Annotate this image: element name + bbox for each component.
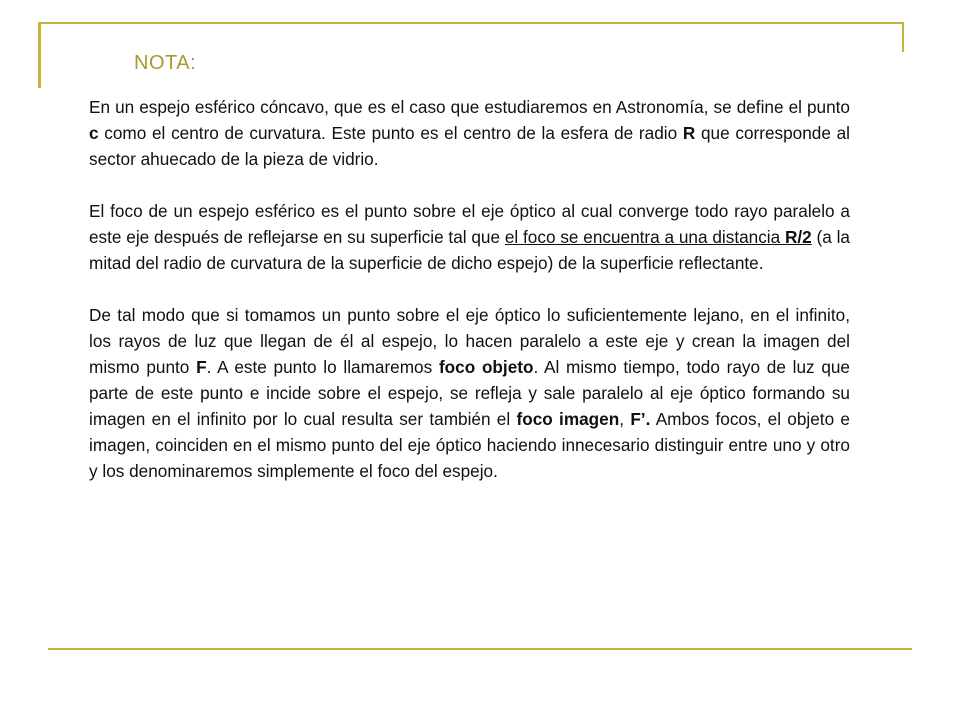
p2-underline-bold (785, 227, 812, 247)
top-border-line (40, 22, 904, 24)
paragraph-2 (89, 198, 850, 276)
p2-underline-1: el foco se encuentra a una distancia (504, 227, 785, 247)
p1-bold-c: c (89, 123, 99, 143)
left-border-line (38, 22, 41, 88)
p1-text-2: como el centro de curvatura. Este punto es el centro de la esfera de radio (98, 123, 683, 143)
p2-text-1: El foco de un espejo esférico es el punto sobre el eje óptico al cual converge todo rayo paralelo a este eje después de reflejarse en su superficie tal que (89, 201, 850, 247)
paragraph-1 (89, 94, 850, 172)
p3-text-3: . Al mismo tiempo, todo rayo de luz que parte de este punto e incide sobre el espejo, se refleja y sale paralelo al eje óptico formando su imagen en el infinito por lo cual resulta ser también el (89, 357, 850, 429)
p3-text-5: Ambos focos, el objeto e imagen, coinciden en el mismo punto del eje óptico haciendo innecesario distinguir entre uno y otro y los denominaremos simplemente el foco del espejo. (89, 409, 850, 481)
p2-text-2: (a la mitad del radio de curvatura de la superficie de dicho espejo) de la superficie reflectante. (89, 227, 850, 273)
paragraph-3 (89, 302, 850, 484)
p1-text-1: En un espejo esférico cóncavo, que es el caso que estudiaremos en Astronomía, se define el punto (89, 97, 850, 117)
p3-bold-f: F (196, 357, 207, 377)
slide-title: NOTA: (134, 52, 197, 74)
p3-bold-foco-objeto: foco objeto (438, 357, 534, 377)
p3-text-4: , (619, 409, 631, 429)
p1-bold-r: R (682, 123, 696, 143)
p2-bold-r2: R/2 (784, 227, 812, 247)
p3-text-2: . A este punto lo llamaremos (206, 357, 439, 377)
p1-text-3: que corresponde al sector ahuecado de la pieza de vidrio. (89, 123, 850, 169)
right-border-line (902, 22, 904, 52)
bottom-border-line (48, 648, 912, 650)
body-text (89, 94, 850, 484)
p3-bold-foco-imagen: foco imagen (516, 409, 620, 429)
p3-text-1: De tal modo que si tomamos un punto sobre el eje óptico lo suficientemente lejano, en el infinito, los rayos de luz que llegan de él al espejo, lo hacen paralelo a este eje y crean la imagen del mismo punto (89, 305, 850, 377)
p3-bold-f-prime: F’. (630, 409, 651, 429)
